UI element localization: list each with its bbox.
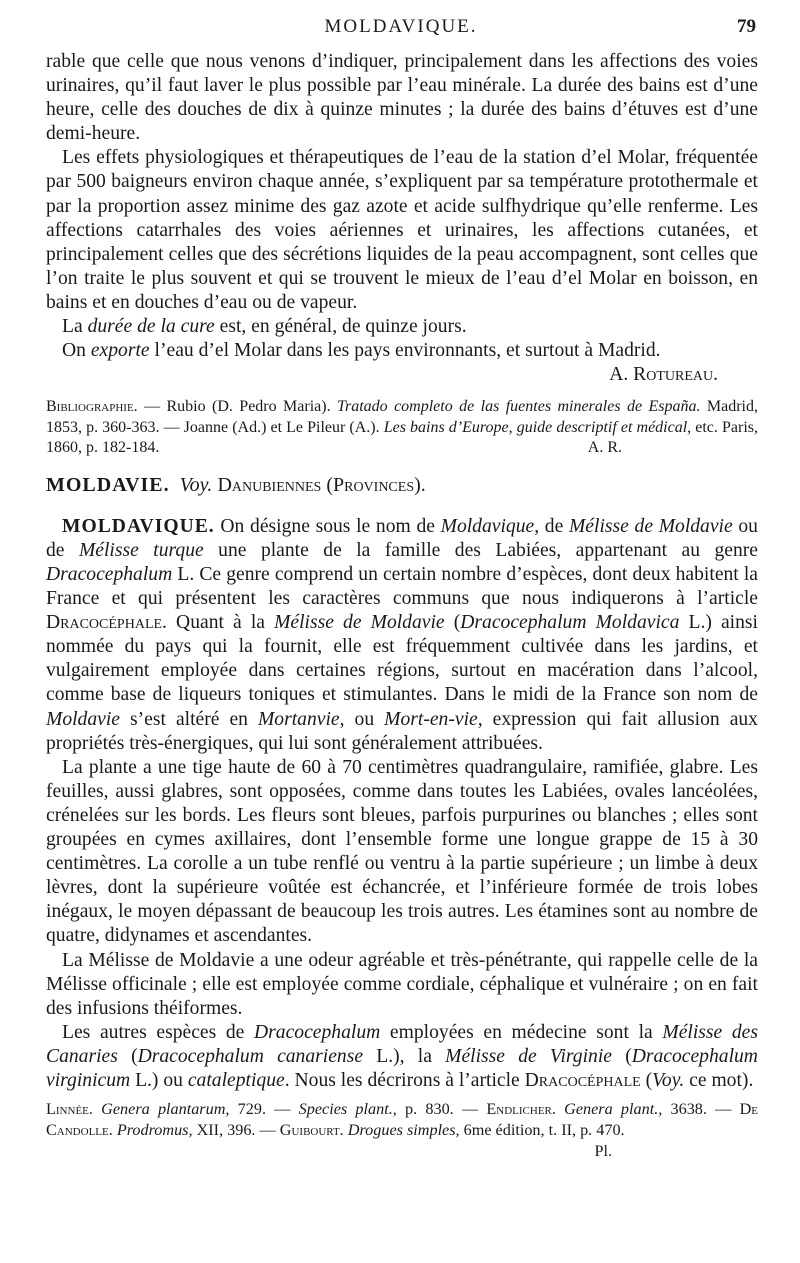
bibliography-plantes: Linnée. Genera plantarum, 729. — Species plant., p. 830. — Endlicher. Genera plant., 3638. — De Candolle. Prodromus, XII, 396. — Guibourt. Drogues simples, 6me édition, t. II, p. 470. Pl. [46,1100,759,1161]
page-header [46,16,756,44]
entry-moldavie: MOLDAVIE. Voy. Danubiennes (Provinces). [46,473,426,496]
running-title: MOLDAVIQUE. [324,16,478,37]
paragraph-odeur: La Mélisse de Moldavie a une odeur agréable et très-pénétrante, qui rappelle celle de la Mélisse officinale ; elle est employée comme cordiale, céphalique et vulnéraire ; on en fait des infusions théiformes. [46,949,758,1019]
bibliography-signature-pl: Pl. [594,1142,612,1161]
paragraph-plante: La plante a une tige haute de 60 à 70 centimètres quadrangulaire, ramifiée, glabre. Les feuilles, aussi glabres, sont opposées, comme dans toutes les Labiées, ovales lancéolées, crénelées sur les bords. Les fleurs sont bleues, parfois purpurines ou blanches ; elles sont groupées en cymes axillaires, dont l’ensemble forme une longue grappe de 15 à 30 centimètres. La corolle a un tube renflé ou ventru à la partie supérieure ; un limbe à deux lèvres, dont la supérieure voûtée est échancrée, et l’inférieure formée de trois lobes inégaux, le moyen dépassant de beaucoup les trois autres. Les étamines sont au nombre de quatre, didynames et ascendantes. [46,756,758,947]
paragraph-duree-cure: La durée de la cure est, en général, de quinze jours. [62,316,467,338]
page-body [46,50,758,1162]
bibliography-signature: A. R. [587,439,622,457]
entry-head-moldavie: MOLDAVIE. [46,473,170,496]
entry-head-moldavique: MOLDAVIQUE. [62,515,215,537]
paragraph-effets: Les effets physiologiques et thérapeutiques de l’eau de la station d’el Molar, fréquentée par 500 baigneurs environ chaque année, s’expliquent par sa température protothermale et par la proportion assez minime des gaz azote et acide sulfhydrique qu’elle renferme. Les affections catarrhales des voies aériennes et urinaires, les affections cutanées, et principalement celles que des sécrétions liquides de la peau accompagnent, sont celles que l’on traite le plus souvent et qui se trouvent le mieux de l’eau d’el Molar en boisson, en bains et en douches d’eau ou de vapeur. [46,147,758,313]
cross-reference-danubiennes: Danubiennes (Provinces). [217,473,426,496]
author-signature: A. Rotureau. [609,364,718,386]
paragraph-exporte: On exporte l’eau d’el Molar dans les pays environnants, et surtout à Madrid. [62,340,661,362]
paragraph-autres-especes: Les autres espèces de Dracocephalum employées en médecine sont la Mélisse des Canaries (Dracocephalum canariense L.), la Mélisse de Virginie (Dracocephalum virginicum L.) ou cataleptique. Nous les décrirons à l’article Dracocéphale (Voy. ce mot). [46,1021,759,1091]
page-number: 79 [737,16,756,37]
paragraph-bains: rable que celle que nous venons d’indiquer, principalement dans les affections des voies urinaires, qu’il faut laver le plus possible par l’eau minérale. La durée des bains est d’une heure, celle des douches de dix à quinze minutes ; la durée des bains d’étuves est d’une demi-heure. [46,51,758,145]
entry-moldavique: MOLDAVIQUE. On désigne sous le nom de Moldavique, de Mélisse de Moldavie ou de Mélisse turque une plante de la famille des Labiées, appartenant au genre Dracocephalum L. Ce genre comprend un certain nombre d’espèces, dont deux habitent la France et qui présentent les caractères communs que nous indiquerons à l’article Dracocéphale. Quant à la Mélisse de Moldavie (Dracocephalum Moldavica L.) ainsi nommée du pays qui la fournit, elle est fréquemment cultivée dans les jardins, et vulgairement employée dans certaines régions, surtout en macération dans l’alcool, comme base de liqueurs toniques et stimulantes. Dans le midi de la France son nom de Moldavie s’est altéré en Mortanvie, ou Mort-en-vie, expression qui fait allusion aux propriétés très-énergiques, qui lui sont généralement attribuées. [46,515,758,754]
bibliography-rotureau: Bibliographie. — Rubio (D. Pedro Maria). Tratado completo de las fuentes minerales de España. Madrid, 1853, p. 360-363. — Joanne (Ad.) et Le Pileur (A.). Les bains d’Europe, guide descriptif et médical, etc. Paris, 1860, p. 182-184. A. R. [46,397,758,459]
